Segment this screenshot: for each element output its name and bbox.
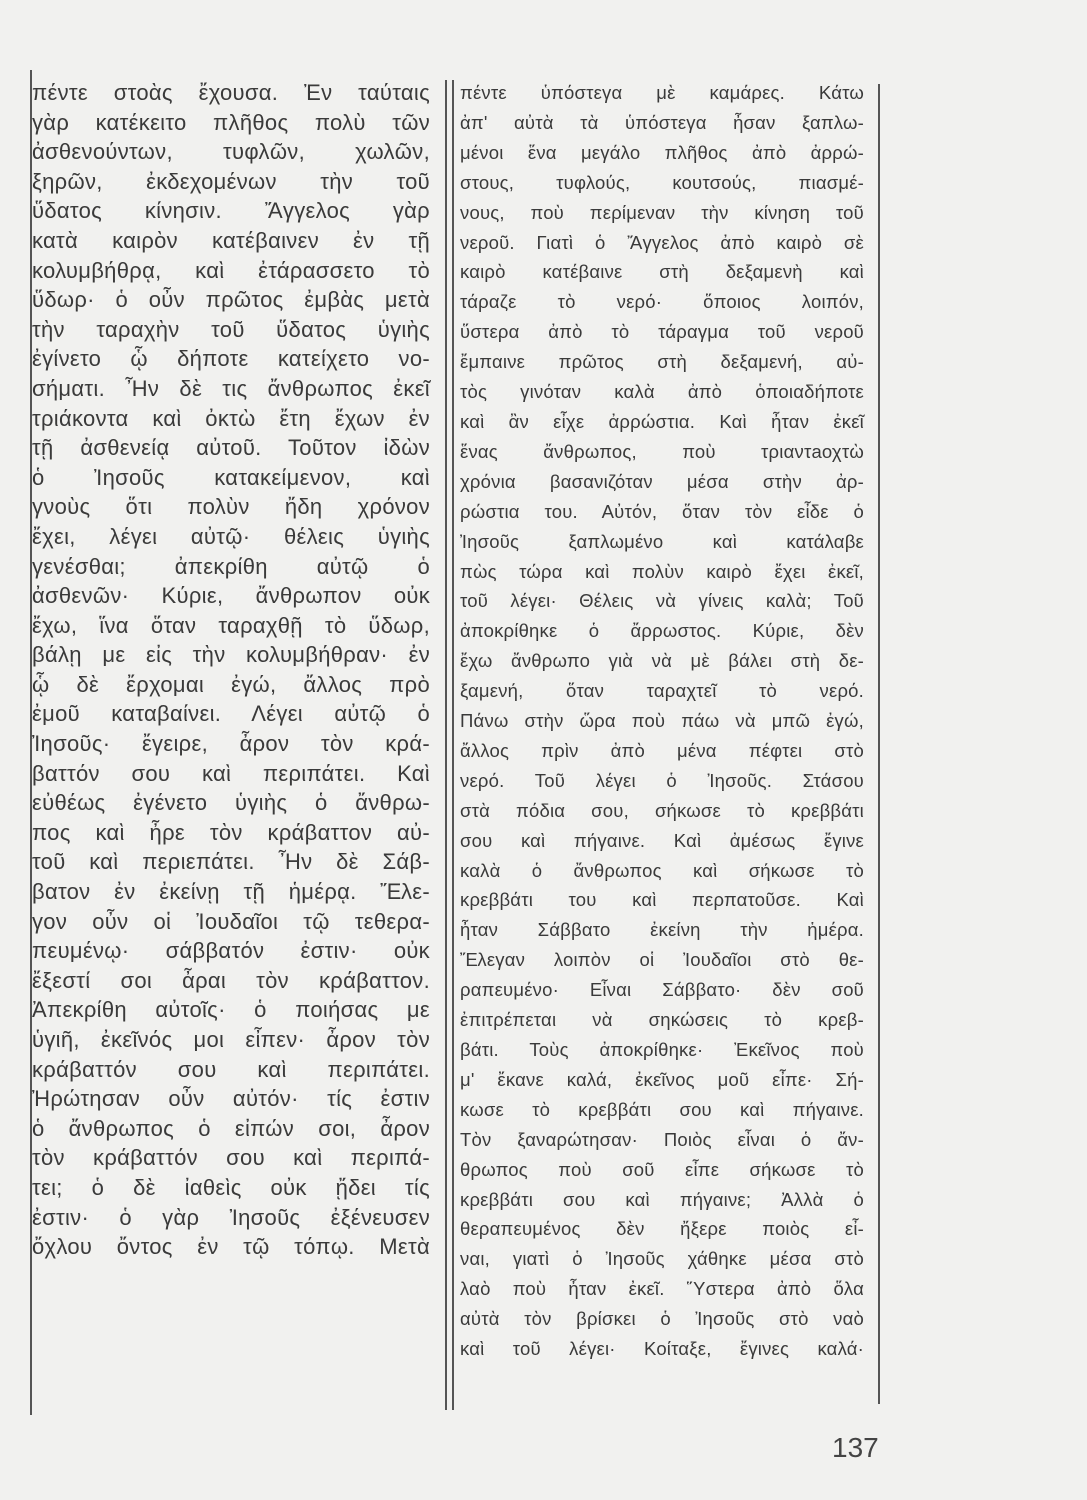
text-line: κατὰ καιρὸν κατέβαινεν ἐν τῇ <box>32 227 430 253</box>
text-line: λαὸ ποὺ ἦταν ἐκεῖ. Ὕστερα ἀπὸ ὅλα <box>460 1278 864 1300</box>
text-line: τὴν ταραχὴν τοῦ ὕδατος ὑγιὴς <box>32 316 430 342</box>
text-line: σήματι. Ἦν δὲ τις ἄνθρωπος ἐκεῖ <box>32 375 430 401</box>
text-line: Πάνω στὴν ὥρα ποὺ πάω νὰ μπῶ ἐγώ, <box>460 710 864 732</box>
text-line: σου καὶ πήγαινε. Καὶ ἀμέσως ἔγινε <box>460 829 864 851</box>
text-line: ἔχω, ἵνα ὅταν ταραχθῇ τὸ ὕδωρ, <box>32 612 430 638</box>
text-line: Τὸν ξαναρώτησαν· Ποιὸς εἶναι ὁ ἄν- <box>460 1128 864 1150</box>
text-line: ἐμοῦ καταβαίνει. Λέγει αὐτῷ ὁ <box>32 701 430 727</box>
right-margin-rule <box>878 84 880 1404</box>
text-line: ὕστερα ἀπὸ τὸ τάραγμα τοῦ νεροῦ <box>460 321 864 343</box>
text-line: τῇ ἀσθενείᾳ αὐτοῦ. Τοῦτον ἰδὼν <box>32 435 430 461</box>
text-line: ὕδατος κίνησιν. Ἄγγελος γὰρ <box>32 198 430 224</box>
text-line: καὶ τοῦ λέγει· Κοίταξε, ἔγινες καλά· <box>460 1338 864 1360</box>
text-line: ἐστιν· ὁ γὰρ Ἰησοῦς ἐξένευσεν <box>32 1204 430 1230</box>
text-line: βατον ἐν ἐκείνῃ τῇ ἡμέρᾳ. Ἔλε- <box>32 879 430 905</box>
text-line: τὸν κράβαττόν σου καὶ περιπά- <box>32 1145 430 1171</box>
text-line: ρώστια του. Αὐτόν, ὅταν τὸν εἶδε ὁ <box>460 500 864 522</box>
text-line: τάραζε τὸ νερό· ὅποιος λοιπόν, <box>460 291 864 313</box>
text-line: ἐπιτρέπεται νὰ σηκώσεις τὸ κρεβ- <box>460 1009 864 1031</box>
text-line: χρόνια βασανιζόταν μέσα στὴν ἀρ- <box>460 470 864 492</box>
text-line: ἀσθενῶν· Κύριε, ἄνθρωπον οὐκ <box>32 583 430 609</box>
text-line: Ἰησοῦς ξαπλωμένο καὶ κατάλαβε <box>460 530 864 552</box>
text-line: αὐτὰ τὸν βρίσκει ὁ Ἰησοῦς στὸ ναὸ <box>460 1308 864 1330</box>
text-line: πέντε στοὰς ἔχουσα. Ἐν ταύταις <box>32 80 430 105</box>
text-line: γὰρ κατέκειτο πλῆθος πολὺ τῶν <box>32 109 430 135</box>
modern-greek-translation-column <box>460 78 864 1364</box>
text-line: καὶ ἂν εἶχε ἀρρώστια. Καὶ ἦταν ἐκεῖ <box>460 410 864 432</box>
text-line: ἦταν Σάββατο ἐκείνη τὴν ἡμέρα. <box>460 919 864 941</box>
text-line: ἔχει, λέγει αὐτῷ· θέλεις ὑγιὴς <box>32 523 430 549</box>
page-number: 137 <box>832 1432 879 1463</box>
text-line: ξαμενή, ὅταν ταραχτεῖ τὸ νερό. <box>460 680 864 702</box>
text-line: Ἠρώτησαν οὖν αὐτόν· τίς ἐστιν <box>32 1086 430 1112</box>
text-line: κρεββάτι σου καὶ πήγαινε; Ἀλλὰ ὁ <box>460 1188 864 1210</box>
text-line: γνοὺς ὅτι πολὺν ἤδη χρόνον <box>32 494 430 520</box>
text-line: θρωπος ποὺ σοῦ εἶπε σήκωσε τὸ <box>460 1158 864 1180</box>
text-line: ἀποκρίθηκε ὁ ἄρρωστος. Κύριε, δὲν <box>460 620 864 642</box>
text-line: βάλῃ με εἰς τὴν κολυμβήθραν· ἐν <box>32 642 430 668</box>
text-line: ξηρῶν, ἐκδεχομένων τὴν τοῦ <box>32 168 430 194</box>
text-line: καιρὸ κατέβαινε στὴ δεξαμενὴ καὶ <box>460 261 864 283</box>
text-line: ἔχω ἄνθρωπο γιὰ νὰ μὲ βάλει στὴ δε- <box>460 650 864 672</box>
text-line: ᾧ δὲ ἔρχομαι ἐγώ, ἄλλος πρὸ <box>32 671 430 697</box>
text-line: βαττόν σου καὶ περιπάτει. Καὶ <box>32 760 430 786</box>
text-line: ναι, γιατὶ ὁ Ἰησοῦς χάθηκε μέσα στὸ <box>460 1248 864 1270</box>
text-line: στους, τυφλούς, κουτσούς, πιασμέ- <box>460 171 864 193</box>
text-line: καλὰ ὁ ἄνθρωπος καὶ σήκωσε τὸ <box>460 859 864 881</box>
text-line: πὼς τώρα καὶ πολὺν καιρὸ ἔχει ἐκεῖ, <box>460 560 864 582</box>
text-line: πος καὶ ἦρε τὸν κράβαττον αὐ- <box>32 819 430 845</box>
text-line: βάτι. Τοὺς ἀποκρίθηκε· Ἐκεῖνος ποὺ <box>460 1039 864 1060</box>
text-line: τοῦ καὶ περιεπάτει. Ἦν δὲ Σάβ- <box>32 849 430 875</box>
text-line: Ἀπεκρίθη αὐτοῖς· ὁ ποιήσας με <box>32 997 430 1023</box>
center-divider-rule-left <box>445 80 447 1410</box>
text-line: μένοι ἕνα μεγάλο πλῆθος ἀπὸ ἀρρώ- <box>460 141 864 163</box>
text-line: θεραπευμένος δὲν ἤξερε ποιὸς εἶ- <box>460 1218 864 1240</box>
text-line: Ἔλεγαν λοιπὸν οἱ Ἰουδαῖοι στὸ θε- <box>460 949 864 971</box>
text-line: εὐθέως ἐγένετο ὑγιὴς ὁ ἄνθρω- <box>32 790 430 816</box>
text-line: γον οὖν οἱ Ἰουδαῖοι τῷ τεθερα- <box>32 908 430 934</box>
text-line: τὸς γινόταν καλὰ ἀπὸ ὁποιαδήποτε <box>460 381 864 403</box>
text-line: ἄλλος πρὶν ἀπὸ μένα πέφτει στὸ <box>460 739 864 761</box>
text-line: ραπευμένο· Εἶναι Σάββατο· δὲν σοῦ <box>460 979 864 1001</box>
text-line: νεροῦ. Γιατὶ ὁ Ἄγγελος ἀπὸ καιρὸ σὲ <box>460 231 864 253</box>
text-line: ὁ ἄνθρωπος ὁ εἰπών σοι, ἆρον <box>32 1115 430 1141</box>
text-line: Ἰησοῦς· ἔγειρε, ἆρον τὸν κρά- <box>32 731 430 757</box>
greek-original-column <box>32 78 430 1262</box>
text-line: ἔξεστί σοι ἆραι τὸν κράβαττον. <box>32 967 430 993</box>
text-line: ὁ Ἰησοῦς κατακείμενον, καὶ <box>32 464 430 490</box>
text-line: ὕδωρ· ὁ οὖν πρῶτος ἐμβὰς μετὰ <box>32 287 430 313</box>
text-line: ὄχλου ὄντος ἐν τῷ τόπῳ. Μετὰ <box>32 1234 430 1260</box>
text-line: στὰ πόδια σου, σήκωσε τὸ κρεββάτι <box>460 799 864 821</box>
text-line: ἀπ' αὐτὰ τὰ ὑπόστεγα ἦσαν ξαπλω- <box>460 111 864 133</box>
text-line: κρεββάτι του καὶ περπατοῦσε. Καὶ <box>460 889 864 911</box>
text-line: κωσε τὸ κρεββάτι σου καὶ πήγαινε. <box>460 1098 864 1120</box>
text-line: ἐγίνετο ᾧ δήποτε κατείχετο νο- <box>32 346 430 372</box>
text-line: κολυμβήθρᾳ, καὶ ἐτάρασσετο τὸ <box>32 257 430 283</box>
text-line: κράβαττόν σου καὶ περιπάτει. <box>32 1056 430 1082</box>
text-line: πευμένῳ· σάββατόν ἐστιν· οὐκ <box>32 938 430 964</box>
text-line: ὑγιῆ, ἐκεῖνός μοι εἶπεν· ἆρον τὸν <box>32 1027 430 1052</box>
text-line: ἀσθενούντων, τυφλῶν, χωλῶν, <box>32 139 430 165</box>
text-line: τοῦ λέγει· Θέλεις νὰ γίνεις καλὰ; Τοῦ <box>460 590 864 612</box>
text-line: νους, ποὺ περίμεναν τὴν κίνηση τοῦ <box>460 201 864 223</box>
text-line: γενέσθαι; ἀπεκρίθη αὐτῷ ὁ <box>32 553 430 579</box>
text-line: ἔμπαινε πρῶτος στὴ δεξαμενή, αὐ- <box>460 351 864 373</box>
center-divider-rule-right <box>452 80 454 1410</box>
text-line: ἕνας ἄνθρωπος, ποὺ τριαντaοχτὼ <box>460 440 864 462</box>
text-line: τει; ὁ δὲ ἰαθεὶς οὐκ ᾔδει τίς <box>32 1174 430 1200</box>
text-line: πέντε ὑπόστεγα μὲ καμάρες. Κάτω <box>460 82 864 103</box>
text-line: μ' ἔκανε καλά, ἐκεῖνος μοῦ εἶπε· Σή- <box>460 1068 864 1090</box>
text-line: τριάκοντα καὶ ὀκτὼ ἔτη ἔχων ἐν <box>32 405 430 431</box>
text-line: νερό. Τοῦ λέγει ὁ Ἰησοῦς. Στάσου <box>460 769 864 791</box>
